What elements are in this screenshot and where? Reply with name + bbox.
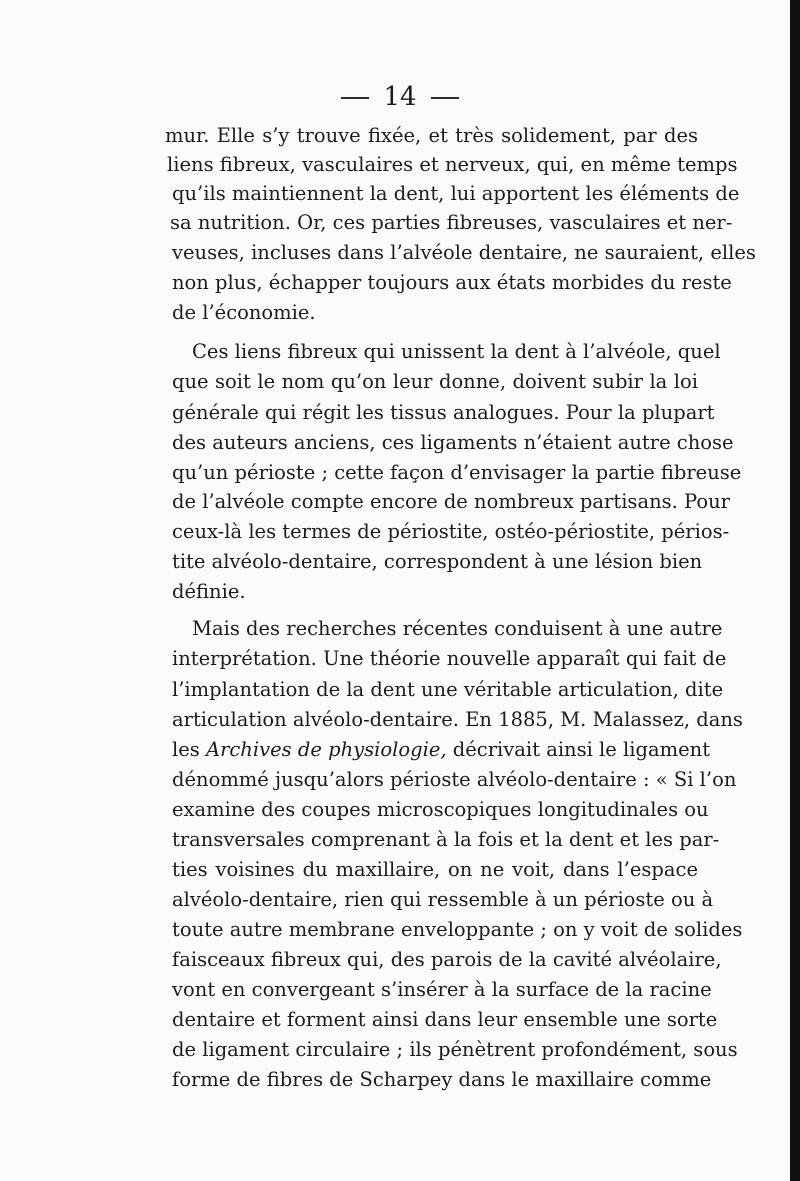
text-line: qu’un périoste ; cette façon d’envisager la partie fibreuse — [172, 461, 742, 484]
text-line: vont en convergeant s’insérer à la surface de la racine — [172, 978, 712, 1001]
text-line: générale qui régit les tissus analogues. Pour la plupart — [172, 401, 715, 424]
text-line: définie. — [172, 580, 246, 603]
text-line: sa nutrition. Or, ces parties fibreuses, vasculaires et ner- — [170, 211, 733, 234]
journal-title: Archives de physiologie, — [205, 738, 447, 761]
text-line: mur. Elle s’y trouve fixée, et très solidement, par des — [165, 124, 698, 147]
header-dash-left — [341, 97, 369, 99]
text-line: dentaire et forment ainsi dans leur ensemble une sorte — [172, 1008, 718, 1031]
text-line: articulation alvéolo-dentaire. En 1885, M. Malassez, dans — [172, 708, 743, 731]
text-line: des auteurs anciens, ces ligaments n’étaient autre chose — [172, 431, 734, 454]
text-line: veuses, incluses dans l’alvéole dentaire, ne sauraient, elles — [172, 241, 756, 264]
text-line: ceux-là les termes de périostite, ostéo-périostite, périos- — [172, 520, 730, 543]
text-fragment: décrivait ainsi le ligament — [446, 738, 711, 761]
text-line: Mais des recherches récentes conduisent à une autre — [192, 617, 723, 640]
text-line: ties voisines du maxillaire, on ne voit, dans l’espace — [172, 858, 698, 881]
text-line: interprétation. Une théorie nouvelle apparaît qui fait de — [172, 647, 727, 670]
text-line: tite alvéolo-dentaire, correspondent à une lésion bien — [172, 550, 703, 573]
text-line: alvéolo-dentaire, rien qui ressemble à un périoste ou à — [172, 888, 714, 911]
page-header — [0, 82, 800, 112]
page-number: 14 — [383, 82, 417, 112]
text-line: Ces liens fibreux qui unissent la dent à l’alvéole, quel — [192, 340, 721, 363]
text-line: de l’économie. — [172, 301, 316, 324]
text-line: faisceaux fibreux qui, des parois de la cavité alvéolaire, — [172, 948, 722, 971]
text-line: l’implantation de la dent une véritable articulation, dite — [172, 678, 724, 701]
text-line: liens fibreux, vasculaires et nerveux, qui, en même temps — [167, 153, 738, 176]
text-line: examine des coupes microscopiques longitudinales ou — [172, 798, 709, 821]
text-line: que soit le nom qu’on leur donne, doivent subir la loi — [172, 370, 698, 393]
header-dash-right — [431, 97, 459, 99]
text-fragment: les — [172, 738, 206, 761]
text-line: forme de fibres de Scharpey dans le maxillaire comme — [172, 1068, 712, 1091]
text-line: de l’alvéole compte encore de nombreux partisans. Pour — [172, 490, 730, 513]
text-line: non plus, échapper toujours aux états morbides du reste — [172, 271, 732, 294]
text-line: toute autre membrane enveloppante ; on y voit de solides — [172, 918, 743, 941]
scan-edge — [790, 0, 800, 1181]
text-line: transversales comprenant à la fois et la dent et les par- — [172, 828, 720, 851]
text-line: de ligament circulaire ; ils pénètrent profondément, sous — [172, 1038, 738, 1061]
text-line: dénommé jusqu’alors périoste alvéolo-dentaire : « Si l’on — [172, 768, 737, 791]
text-line-with-italic — [172, 735, 711, 765]
text-line: qu’ils maintiennent la dent, lui apportent les éléments de — [172, 182, 740, 205]
